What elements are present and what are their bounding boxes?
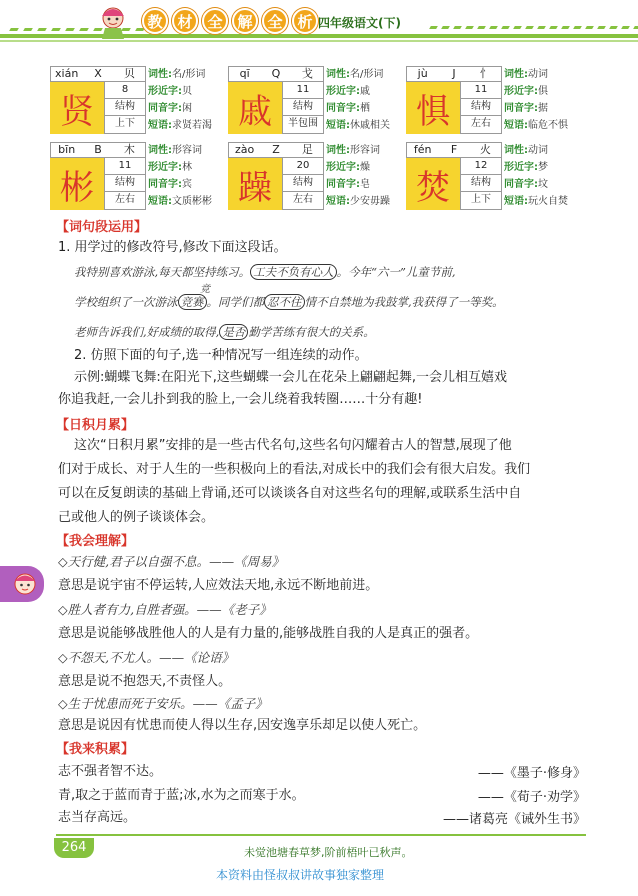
hw-text: 。同学们都	[206, 295, 264, 309]
similar-char: 梦	[538, 162, 548, 173]
title-char: 析	[292, 8, 318, 34]
stroke-count: 11	[461, 82, 501, 99]
intro-paragraph-line: 己或他人的例子谈谈体会。	[58, 510, 215, 525]
similar-label: 形近字:	[504, 86, 538, 97]
similar-char: 燥	[360, 162, 370, 173]
section-title-collect: 【我来积累】	[56, 742, 135, 757]
word-class-label: 词性:	[504, 69, 528, 80]
pinyin-row	[228, 142, 324, 158]
stroke-structure-grid	[282, 158, 324, 210]
phrase-label: 短语:	[504, 196, 528, 207]
structure-label: 结构	[461, 175, 501, 192]
intro-paragraph-line: 这次“日积月累”安排的是一些古代名句,这些名句闪耀着古人的智慧,展现了他	[74, 438, 512, 453]
hw-text: 老师告诉我们,好成绩的取得,	[74, 325, 220, 339]
meaning-1: 意思是说宇宙不停运转,人应效法天地,永远不断地前进。	[58, 578, 379, 593]
phrase-label: 短语:	[326, 120, 350, 131]
phrase: 休戚相关	[350, 120, 390, 131]
character-card	[228, 66, 398, 134]
similar-label: 形近字:	[504, 162, 538, 173]
structure-label: 结构	[283, 175, 323, 192]
character-info	[326, 66, 400, 134]
hw-marked-phrase: 竞赛	[178, 294, 207, 310]
homophone-label: 同音字:	[148, 103, 182, 114]
character-info	[148, 66, 222, 134]
collected-source-2: ——《荀子·劝学》	[477, 790, 586, 805]
intro-paragraph-line: 可以在反复朗读的基础上背诵,还可以谈谈各自对这些名句的理解,或联系生活中自	[58, 486, 522, 501]
hw-marked-phrase: 忍不住	[264, 294, 305, 310]
pinyin-row	[406, 142, 502, 158]
phrase-label: 短语:	[148, 196, 172, 207]
homophone-char: 皂	[360, 179, 370, 190]
hw-text: 情不自禁地为我鼓掌,我获得了一等奖。	[304, 295, 504, 309]
radical: 戈	[301, 67, 313, 80]
stroke-count: 12	[461, 158, 501, 175]
character-glyph: 惧	[406, 82, 460, 134]
word-class-label: 词性:	[504, 145, 528, 156]
example-line-2: 你追我赶,一会儿扑到我的脸上,一会儿绕着我转圈……十分有趣!	[58, 392, 423, 407]
character-card	[406, 66, 576, 134]
similar-char: 贝	[182, 86, 192, 97]
radical: 忄	[479, 67, 491, 80]
character-glyph: 戚	[228, 82, 282, 134]
pinyin: bīn	[58, 143, 76, 156]
homophone-char: 宾	[182, 179, 192, 190]
phrase-label: 短语:	[148, 120, 172, 131]
similar-label: 形近字:	[326, 162, 360, 173]
collected-source-1: ——《墨子·修身》	[477, 766, 586, 781]
similar-char: 俱	[538, 86, 548, 97]
structure-value: 上下	[471, 194, 491, 205]
hw-marked-phrase: 工夫不负有心人	[250, 264, 337, 280]
meaning-2: 意思是说能够战胜他人的人是有力量的,能够战胜自我的人是真正的强者。	[58, 626, 479, 641]
pinyin-row	[228, 66, 324, 82]
section-title-accumulate: 【日积月累】	[56, 418, 135, 433]
header-dashes-right	[430, 26, 638, 29]
character-glyph: 躁	[228, 158, 282, 210]
word-class: 名/形词	[172, 69, 206, 80]
hw-text: 学校组织了一次游泳	[74, 295, 178, 309]
character-info	[148, 142, 222, 210]
radical-letter: Q	[271, 67, 281, 80]
exercise-2-prompt: 2. 仿照下面的句子,选一种情况写一组连续的动作。	[74, 348, 368, 363]
example-line-1: 示例:蝴蝶飞舞:在阳光下,这些蝴蝶一会儿在花朵上翩翩起舞,一会儿相互嬉戏	[74, 370, 508, 385]
radical: 贝	[123, 67, 135, 80]
title-char: 全	[262, 8, 288, 34]
phrase: 文质彬彬	[172, 196, 212, 207]
handwritten-line-2	[74, 292, 584, 312]
structure-value: 左右	[293, 194, 313, 205]
similar-label: 形近字:	[326, 86, 360, 97]
stroke-structure-grid	[282, 82, 324, 134]
radical: 火	[479, 143, 491, 156]
section-title-understand: 【我会理解】	[56, 534, 135, 549]
structure-value: 左右	[115, 194, 135, 205]
phrase: 少安毋躁	[350, 196, 390, 207]
hw-insert-mark: 竞	[200, 284, 210, 295]
structure-label: 结构	[105, 175, 145, 192]
character-card	[406, 142, 576, 210]
page-number: 264	[54, 838, 94, 858]
radical-letter: X	[94, 67, 102, 80]
pinyin: jù	[417, 67, 428, 80]
exercise-1-prompt: 1. 用学过的修改符号,修改下面这段话。	[58, 240, 287, 255]
pinyin-row	[50, 142, 146, 158]
character-info	[504, 142, 578, 210]
grade-label: 四年级语文(下)	[318, 16, 401, 30]
word-class-label: 词性:	[148, 145, 172, 156]
phrase: 临危不惧	[528, 120, 568, 131]
girl-mascot-icon	[96, 4, 130, 40]
word-class: 形容词	[350, 145, 380, 156]
character-card	[50, 142, 220, 210]
word-class-label: 词性:	[148, 69, 172, 80]
similar-char: 林	[182, 162, 192, 173]
hw-text: 。今年“六一”儿童节前,	[336, 265, 456, 279]
intro-paragraph-line: 们对于成长、对于人生的一些积极向上的看法,对成长中的我们会有很大启发。我们	[58, 462, 531, 477]
stroke-count: 20	[283, 158, 323, 175]
quote-2: ◇胜人者有力,自胜者强。——《老子》	[58, 602, 272, 617]
radical-letter: Z	[272, 143, 280, 156]
word-class-label: 词性:	[326, 145, 350, 156]
pinyin-row	[50, 66, 146, 82]
homophone-char: 坟	[538, 179, 548, 190]
word-class: 动词	[528, 145, 548, 156]
homophone-char: 闲	[182, 103, 192, 114]
radical-letter: J	[452, 67, 456, 80]
character-cards	[50, 66, 582, 210]
pinyin: xián	[55, 67, 79, 80]
structure-value: 上下	[115, 118, 135, 129]
quote-3: ◇不怨天,不尤人。——《论语》	[58, 650, 235, 665]
pinyin: zào	[235, 143, 255, 156]
structure-label: 结构	[283, 99, 323, 116]
meaning-4: 意思是说因有忧患而使人得以生存,因安逸享乐却足以使人死亡。	[58, 718, 427, 733]
homophone-char: 据	[538, 103, 548, 114]
stroke-structure-grid	[104, 82, 146, 134]
collected-quote-3: 志当存高远。	[58, 810, 137, 825]
phrase: 求贤若渴	[172, 120, 212, 131]
handwritten-line-1	[74, 262, 584, 282]
radical: 木	[123, 143, 135, 156]
character-info	[504, 66, 578, 134]
meaning-3: 意思是说不抱怨天,不责怪人。	[58, 674, 232, 689]
title-char: 全	[202, 8, 228, 34]
radical: 足	[301, 143, 313, 156]
cartoon-face-icon	[12, 570, 38, 596]
word-class: 形容词	[172, 145, 202, 156]
title-char: 解	[232, 8, 258, 34]
homophone-label: 同音字:	[504, 103, 538, 114]
structure-value: 半包围	[288, 118, 318, 129]
book-title	[142, 8, 318, 34]
stroke-structure-grid	[104, 158, 146, 210]
word-class: 动词	[528, 69, 548, 80]
hw-text: 我特别喜欢游泳,每天都坚持练习。	[74, 265, 251, 279]
word-class-label: 词性:	[326, 69, 350, 80]
character-glyph: 焚	[406, 158, 460, 210]
quote-1: ◇天行健,君子以自强不息。——《周易》	[58, 554, 285, 569]
phrase-label: 短语:	[504, 120, 528, 131]
character-glyph: 彬	[50, 158, 104, 210]
title-char: 材	[172, 8, 198, 34]
homophone-char: 栖	[360, 103, 370, 114]
homophone-label: 同音字:	[504, 179, 538, 190]
footer-credit: 本资料由怪叔叔讲故事独家整理	[216, 868, 385, 882]
pinyin-row	[406, 66, 502, 82]
footer-rule	[56, 834, 586, 836]
similar-char: 戚	[360, 86, 370, 97]
homophone-label: 同音字:	[326, 103, 360, 114]
structure-label: 结构	[461, 99, 501, 116]
quote-4: ◇生于忧患而死于安乐。——《孟子》	[58, 696, 268, 711]
character-info	[326, 142, 400, 210]
stroke-count: 8	[105, 82, 145, 99]
similar-label: 形近字:	[148, 86, 182, 97]
stroke-structure-grid	[460, 158, 502, 210]
footer-quote: 未觉池塘春草梦,阶前梧叶已秋声。	[244, 846, 413, 859]
structure-label: 结构	[105, 99, 145, 116]
collected-quote-1: 志不强者智不达。	[58, 764, 163, 779]
handwritten-line-3	[74, 322, 584, 342]
title-char: 教	[142, 8, 168, 34]
character-card	[228, 142, 398, 210]
character-card	[50, 66, 220, 134]
collected-quote-2: 青,取之于蓝而青于蓝;冰,水为之而寒于水。	[58, 788, 305, 803]
hw-text: 勤学苦练有很大的关系。	[248, 325, 375, 339]
page-header	[0, 0, 638, 56]
stroke-structure-grid	[460, 82, 502, 134]
header-stripe-thin	[0, 40, 638, 42]
stroke-count: 11	[105, 158, 145, 175]
pinyin: fén	[413, 143, 432, 156]
phrase: 玩火自焚	[528, 196, 568, 207]
stroke-count: 11	[283, 82, 323, 99]
section-title-usage: 【词句段运用】	[56, 220, 148, 235]
phrase-label: 短语:	[326, 196, 350, 207]
radical-letter: F	[450, 143, 458, 156]
homophone-label: 同音字:	[148, 179, 182, 190]
word-class: 名/形词	[350, 69, 384, 80]
pinyin: qī	[239, 67, 250, 80]
collected-source-3: ——诸葛亮《诫外生书》	[442, 812, 586, 827]
structure-value: 左右	[471, 118, 491, 129]
similar-label: 形近字:	[148, 162, 182, 173]
radical-letter: B	[94, 143, 102, 156]
hw-marked-phrase: 是否	[219, 324, 248, 340]
character-glyph: 贤	[50, 82, 104, 134]
homophone-label: 同音字:	[326, 179, 360, 190]
